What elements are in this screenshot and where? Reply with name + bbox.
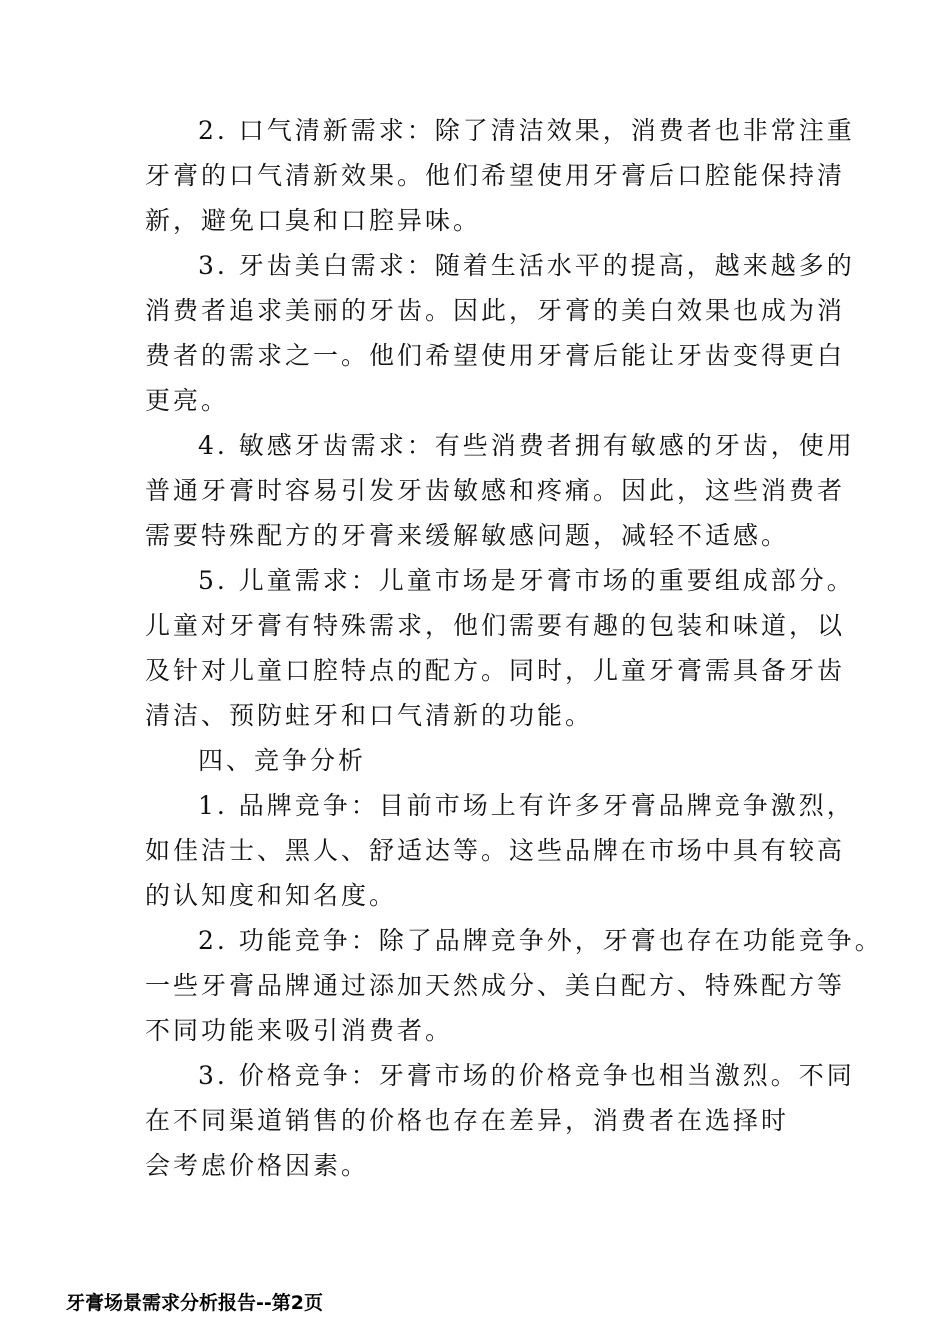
text-line: 如佳洁士、黑人、舒适达等。这些品牌在市场中具有较高 <box>145 836 846 865</box>
text-line: 3. 价格竞争：牙膏市场的价格竞争也相当激烈。不同 <box>198 1061 855 1090</box>
text-line: 更亮。 <box>145 386 230 415</box>
document-body <box>145 108 883 1188</box>
text-line: 费者的需求之一。他们希望使用牙膏后能让牙齿变得更白 <box>145 341 846 370</box>
text-line: 5. 儿童需求：儿童市场是牙膏市场的重要组成部分。 <box>198 566 855 595</box>
text-line: 不同功能来吸引消费者。 <box>145 1016 454 1045</box>
text-line: 的认知度和知名度。 <box>145 881 398 910</box>
text-line: 一些牙膏品牌通过添加天然成分、美白配方、特殊配方等 <box>145 971 846 1000</box>
text-line: 清洁、预防蛀牙和口气清新的功能。 <box>145 701 594 730</box>
page-footer: 牙膏场景需求分析报告--第2页 <box>66 1292 323 1314</box>
text-line: 在不同渠道销售的价格也存在差异，消费者在选择时 <box>145 1106 790 1135</box>
text-line: 2. 口气清新需求：除了清洁效果，消费者也非常注重 <box>198 116 855 145</box>
text-line: 消费者追求美丽的牙齿。因此，牙膏的美白效果也成为消 <box>145 296 846 325</box>
text-line: 及针对儿童口腔特点的配方。同时，儿童牙膏需具备牙齿 <box>145 656 846 685</box>
text-line: 4. 敏感牙齿需求：有些消费者拥有敏感的牙齿，使用 <box>198 431 855 460</box>
text-line: 牙膏的口气清新效果。他们希望使用牙膏后口腔能保持清 <box>145 161 846 190</box>
text-line: 四、竞争分析 <box>198 746 367 775</box>
text-line: 儿童对牙膏有特殊需求，他们需要有趣的包装和味道，以 <box>145 611 846 640</box>
text-line: 1. 品牌竞争：目前市场上有许多牙膏品牌竞争激烈， <box>198 791 855 820</box>
text-line: 3. 牙齿美白需求：随着生活水平的提高，越来越多的 <box>198 251 855 280</box>
text-line: 新，避免口臭和口腔异味。 <box>145 206 482 235</box>
text-line: 需要特殊配方的牙膏来缓解敏感问题，减轻不适感。 <box>145 521 790 550</box>
text-line: 会考虑价格因素。 <box>145 1151 370 1180</box>
text-line: 普通牙膏时容易引发牙齿敏感和疼痛。因此，这些消费者 <box>145 476 846 505</box>
text-line: 2. 功能竞争：除了品牌竞争外，牙膏也存在功能竞争。 <box>198 926 883 955</box>
